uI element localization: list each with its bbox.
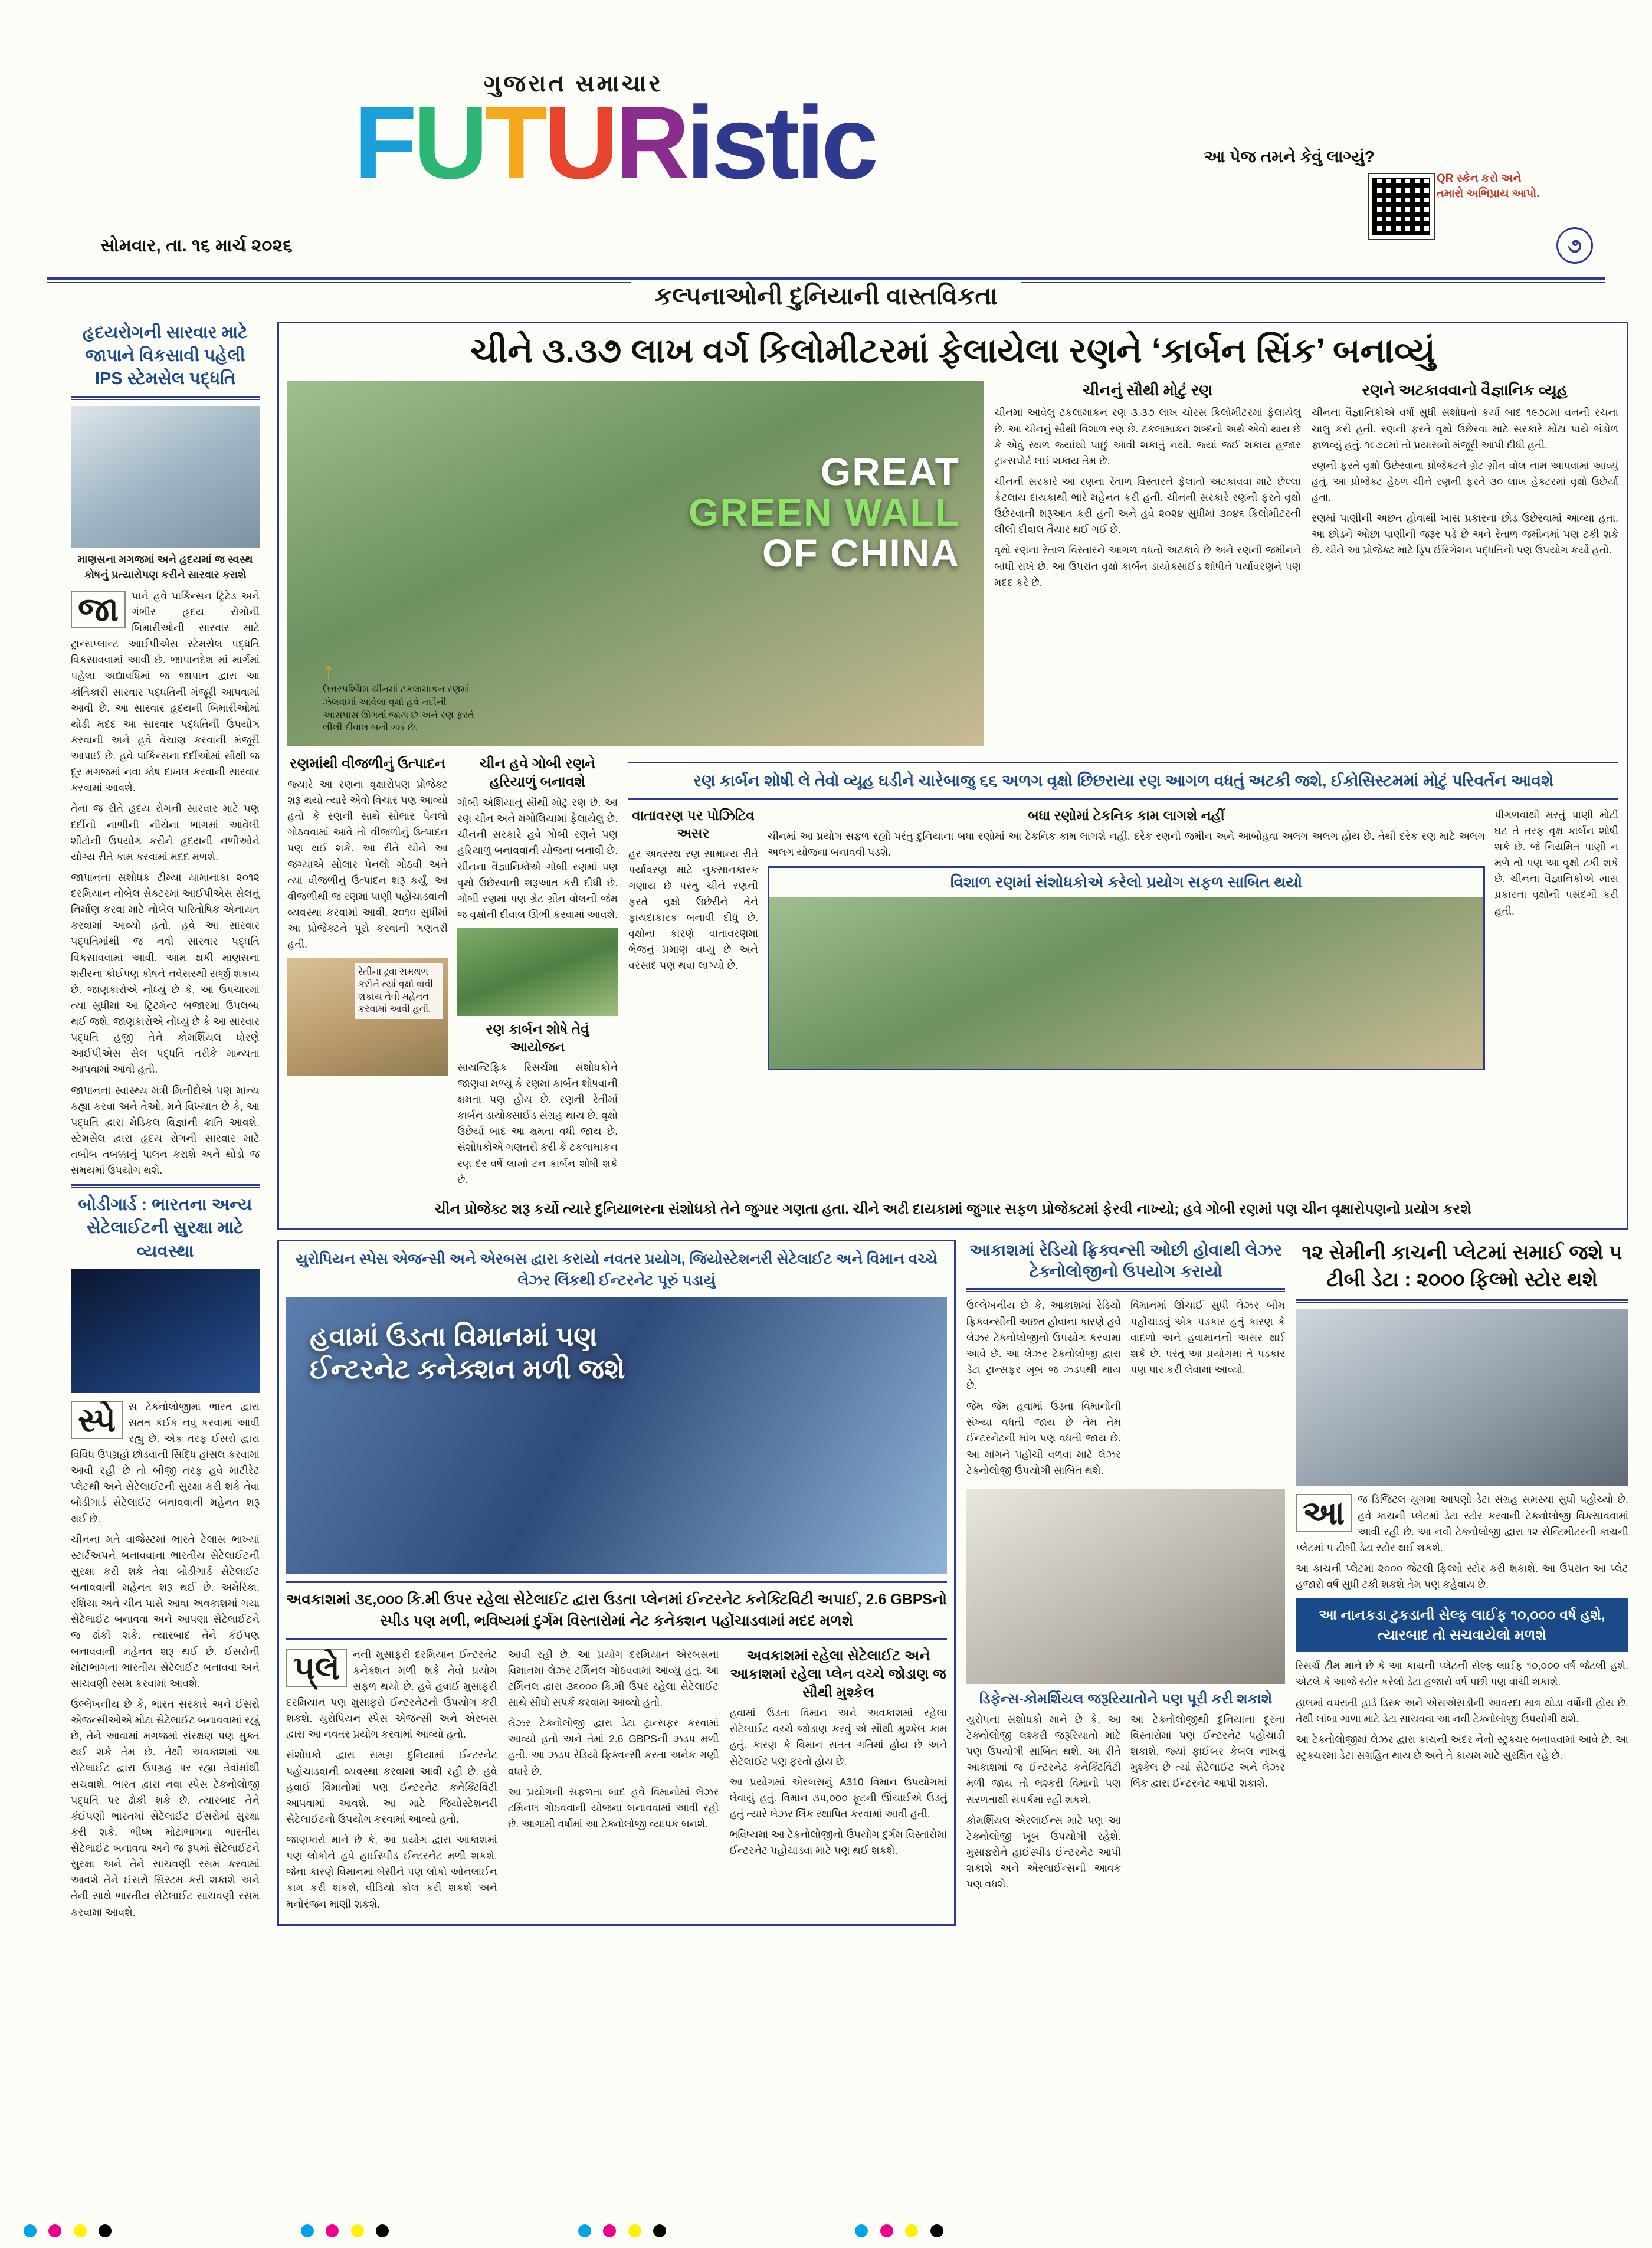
masthead bbox=[24, 0, 1628, 310]
story-3 bbox=[1296, 1240, 1628, 1926]
left-column bbox=[71, 322, 260, 1925]
lead-col1-body: હર અવરસ્થ રણ સામાન્ય રીતે પર્યાવરણ માટે નુકસાનકારક ગણાય છે પરંતુ ચીને રણની ફરતે વૃક્ષો ઉછેરીને તેને ફાયદાકારક બનાવી દીધું છે. વૃક્ષોના કારણે વાતાવરણમાં ભેજનું પ્રમાણ વધ્યું છે અને વરસાદ પણ થવા લાગ્યો છે. bbox=[628, 847, 758, 972]
lead-right-body: પીગળવાથી મરતું પાણી મોટી ઘટ તે તરફ વૃક્ષ કાર્બન શોષી શકે છે. જે નિયમિત પાણી ન મળે તો પણ આ વૃક્ષો ટકી શકે છે. ચીનના વૈજ્ઞાનિકોએ ખાસ પ્રકારના વૃક્ષોની પસંદગી કરી હતી. bbox=[1494, 808, 1618, 917]
research-aerial-photo bbox=[769, 897, 1483, 1069]
story2-sub-body-a: ઉલ્લેખનીય છે કે, આકાશમાં રેડિયો ફ્રિક્વન્સીની અછત હોવાના કારણે હવે લેઝર ટેક્નોલોજીનો ઉપયોગ કરવામાં આવે છે. આ લેઝર ટેક્નોલોજી દ્વારા ડેટા ટ્રાન્સફર ખૂબ જ ઝડપથી થાય છે. જેમ જેમ હવામાં ઉડતા વિમાનોની સંખ્યા વધતી જાય છે તેમ તેમ ઈન્ટરનેટની માંગ પણ વધતી જાય છે. આ માંગને પહોંચી વળવા માટે લેઝર ટેક્નોલોજી ઉપયોગી સાબિત થશે. bbox=[966, 1299, 1121, 1476]
photo-arrow-note: ઉત્તરપશ્ચિમ ચીનમાં ટકલામાકન રણમાં ઝેલવામાં આવેલા વૃક્ષો હવે નદીની આસપાસ ઊગતાં જાય છે અને રણ ફરતે લીલી દીવાલ બની ગઈ છે. bbox=[323, 684, 474, 733]
story2-title-line1: હવામાં ઉડતા વિમાનમાં પણ bbox=[310, 1321, 598, 1352]
masthead-tagline: કલ્પનાઓની દુનિયાની વાસ્તવિકતા bbox=[24, 282, 1628, 311]
lead-col2-head: બધા રણોમાં ટેકનિક કામ લાગશે નહીં bbox=[1028, 807, 1225, 823]
dropcap: જા bbox=[71, 591, 126, 628]
qr-code-icon[interactable] bbox=[1369, 174, 1434, 239]
publication-date: સોમવાર, તા. ૧૬ માર્ચ ૨૦૨૬ bbox=[100, 236, 293, 255]
story2-sub-body-b: વિમાનમાં ઊંચાઈ સુધી લેઝર બીમ પહોંચાડવું એક પડકાર હતું કારણ કે વાદળો અને હવામાનની અસર થઈ શકે છે. પરંતુ આ પ્રયોગમાં તે પડકાર પણ પાર કરી લેવામાં આવ્યો. bbox=[1130, 1299, 1285, 1375]
masthead-logo: FUTURistic bbox=[354, 86, 876, 201]
left-article-body: જા પાને હવે પાર્કિન્સન ટ્રિટેડ અને ગંભીર હૃદય રોગોની બિમારીઓની સારવાર માટે ટ્રાન્સપ્લાન્ટ આઈપીએસ સ્ટેમસેલ પદ્ધતિ વિકસાવવામાં આવી છે. જાપાનદેશ માં માર્ગમાં પહેલા અદ્યાવધિમાં જ જાપાન દ્વારા આ ક્રાંતિકારી સારવાર પદ્ધતિની મંજૂરી આપવામાં આવી છે. આ સારવાર હૃદયની બિમારીઓમાં થોડી મદદ આ સારવાર પદ્ધતિની ઉપયોગ કરવાની અને હવે વેચાણ કરવાની મંજૂરી આપાઈ છે. હવે પાર્કિન્સના દર્દીઓમાં સૌથી જ દૂર મગજમાં નવા કોષ દાખલ કરવાની સારવાર કરવામાં આવશે. તેના જ રીતે હૃદય રોગની સારવાર માટે પણ દર્દીની નાભીની નીચેના ભાગમાં આવેલી શીટોની ઉપયોગ કરીને હૃદયની નળીઓને યોગ્ય રીતે કામ કરવામાં મદદ મળશે. જાપાનના સંશોધક ટીમ્યા યામાનાકા ૨૦૧૨ દરમિયાન નોબેલ સેક્ટરમાં આઈપીએસ સેલનું નિર્માણ કરવા માટે નોબેલ પારિતોષિક એનાયત કરવામાં આવ્યો હતો. હવે આ સારવાર પદ્ધતિમાંથી જ નવી સારવાર પદ્ધતિ વિકસાવવામાં આવી. આમ થકી માણસના શરીરના કોઈપણ કોષને નવેસરથી સર્જી શકાય છે. જાણકારોએ નોંધ્યું છે કે, આ ઉપચારમાં ત્યાં સુધીમાં આ ટ્રિટમેન્ટ બજારમાં ઉપલબ્ધ થઈ જશે. જાણકારોએ નોંધ્યું છે કે આ સારવાર પદ્ધતિ હજી તેને કોમર્શિયલ ધોરણે આઈપીએસ સેલ પદ્ધતિ તરીકે માન્યતા આપવામાં આવી હતી. જાપાનના સ્વાસ્થ્ય મંત્રી મિનીદોએ પણ માન્ય કહ્યા કરવા અને તેઓ, મને વિખ્યાત છે કે, આ પદ્ધતિ દ્વારા મેડિકલ વિજ્ઞાની ક્રાંતિ આવશે. સ્ટેમસેલ દ્વારા હૃદય રોગની સારવાર માટે તબીબ તબક્કાનું પાલન કરાશે અને થોડો જ સમયમાં ઉપયોગ થશે. bbox=[71, 589, 260, 1177]
defense-head: ડિફેન્સ-કોમર્શિયલ જરૂરિયાતોને પણ પૂરી કરી શકાશે bbox=[979, 1690, 1273, 1707]
satellite-photo bbox=[71, 1269, 260, 1393]
story2-body-mid: આવી રહી છે. આ પ્રયોગ દરમિયાન એરબસના વિમાનમાં લેઝર ટર્મિનલ ગોઠવવામાં આવ્યું હતું. આ ટર્મિનલ દ્વારા ૩૬૦૦૦ કિ.મી ઉપર રહેલા સેટેલાઈટ સાથે સીધો સંપર્ક કરવામાં આવ્યો હતો. લેઝર ટેક્નોલોજી દ્વારા ડેટા ટ્રાન્સફર કરવામાં આવ્યો હતો અને તેમાં 2.6 GBPSની ઝડપ મળી હતી. આ ઝડપ રેડિયો ફ્રિક્વન્સી કરતા અનેક ગણી વધારે છે. આ પ્રયોગની સફળતા બાદ હવે વિમાનોમાં લેઝર ટર્મિનલ ગોઠવવાની યોજના બનાવવામાં આવી રહી છે. આગામી વર્ષોમાં આ ટેક્નોલોજી વ્યાપક બનશે. bbox=[507, 1648, 719, 1830]
glass-storage-photo bbox=[1296, 1309, 1628, 1486]
lead-bottom-line: ચીન પ્રોજેક્ટ શરૂ કર્યો ત્યારે દુનિયાભરના સંશોધકો તેને જુગાર ગણતા હતા. ચીને અઢી દાયકામાં જુગાર સફળ પ્રોજેક્ટમાં ફેરવી નાખ્યો; હવે ગોબી રણમાં પણ ચીન વૃક્ષારોપણનો પ્રયોગ કરશે bbox=[434, 1201, 1471, 1217]
dropcap-2: સ્પે bbox=[71, 1401, 123, 1439]
lead-body-b: ચીનના વૈજ્ઞાનિકોએ વર્ષો સુધી સંશોધનો કર્યા બાદ ૧૯૭૮માં વનની રચના ચાલુ કરી હતી. રણની ફરતે વૃક્ષો ઉછેરવા માટે સરકારે મોટા પાયે ભંડોળ ફાળવ્યું હતું. ૧૯૭૮માં તો પ્રયાસનો મંજૂરી આપી દીધી હતી. રણની ફરતે વૃક્ષો ઉછેરવાના પ્રોજેક્ટને ગ્રેટ ગ્રીન વોલ નામ આપવામાં આવ્યું હતું. આ પ્રોજેક્ટ હેઠળ ચીને રણની ફરતે ૩૦ લાખ હેક્ટરમાં વૃક્ષો ઉછેર્યા હતા. રણમાં પાણીની અછત હોવાથી ખાસ પ્રકારના છોડ ઉછેરવામાં આવ્યા હતા. આ છોડને ઓછા પાણીની જરૂર પડે છે અને રેતાળ જમીનમાં પણ ટકી શકે છે. ચીને આ પ્રોજેક્ટ માટે ડ્રિપ ઈરિગેશન પદ્ધતિનો પણ ઉપયોગ કર્યો હતો. bbox=[1312, 407, 1618, 556]
lead-sub1-body: જ્યારે આ રણના વૃક્ષારોપણ પ્રોજેક્ટ શરૂ થયો ત્યારે એવો વિચાર પણ આવ્યો હતો કે રણની સાથે સોલાર પેનલો ગોઠવવામાં આવે તો વીજળીનું ઉત્પાદન પણ થઈ શકે. આ રીતે ચીને આ જગ્યાએ સોલાર પેનલો ગોઠવી અને ત્યાં વીજળીનું ઉત્પાદન શરૂ કર્યું. આ વીજળીથી જ રણમાં પાણી પહોંચાડવાની વ્યવસ્થા કરવામાં આવી. ૨૦૧૦ સુધીમાં આ પ્રોજેક્ટને પૂરો કરવાની ગણતરી હતી. bbox=[287, 778, 448, 951]
story3-dropcap: આ bbox=[1296, 1494, 1352, 1532]
story3-body: આ જ ડિજિટલ યુગમાં આપણો ડેટા સંગ્રહ સમસ્યા સુધી પહોંચ્યો છે. હવે કાચની પ્લેટમાં ડેટા સ્ટોર કરવાની ટેક્નોલોજી વિકસાવવામાં આવી રહી છે. આ નવી ટેક્નોલોજી દ્વારા ૧૨ સેન્ટિમીટરની કાચની પ્લેટમાં ૫ ટીબી ડેટા સ્ટોર થઈ શકશે. આ કાચની પ્લેટમાં ૨૦૦૦ જેટલી ફિલ્મો સ્ટોર કરી શકાશે. આ ઉપરાંત આ પ્લેટ હજારો વર્ષ સુધી ટકી શકશે તેમ પણ કહેવાય છે. bbox=[1296, 1493, 1628, 1591]
page-content bbox=[24, 322, 1628, 2207]
lead-mid-head: રણ કાર્બન શોષે તેવું આયોજન bbox=[486, 1021, 589, 1054]
cabin-photo bbox=[966, 1489, 1285, 1684]
dunes-caption: રેતીના ઢૂવા સમથળ કરીને ત્યાં વૃક્ષો વાવી શકાય તેવી મહેનત કરવામાં આવી હતી. bbox=[355, 963, 443, 1019]
lead-sub1-head: રણમાંથી વીજળીનું ઉત્પાદન bbox=[290, 755, 445, 772]
desert-dunes-photo bbox=[287, 958, 448, 1076]
story2-body-left: ૫્લે નની મુસાફરી દરમિયાન ઈન્ટરનેટ કનેક્શન મળી શકે તેવો પ્રયોગ સફળ થયો છે. હવે હવાઈ મુસાફરી દરમિયાન પણ મુસાફરો ઈન્ટરનેટનો ઉપયોગ કરી શકશે. યુરોપિયન સ્પેસ એજન્સી અને એરબસ દ્વારા આ નવતર પ્રયોગ કરવામાં આવ્યો હતો. સંશોધકો દ્વારા સમગ્ર દુનિયામાં ઈન્ટરનેટ પહોંચાડવાની વ્યવસ્થા કરવામાં આવી રહી છે. હવે હવાઈ વિમાનોમાં પણ ઈન્ટરનેટ કનેક્ટિવિટી આપવામાં આવશે. આ માટે જિયોસ્ટેશનરી સેટેલાઈટનો ઉપયોગ કરવામાં આવ્યો હતો. જાણકારો માને છે કે, આ પ્રયોગ દ્વારા આકાશમાં પણ લોકોને હવે હાઈસ્પીડ ઈન્ટરનેટ મળી શકશે. જેના કારણે વિમાનમાં બેસીને પણ લોકો ઓનલાઈન કામ કરી શકશે, વીડિયો કોલ કરી શકશે અને મનોરંજન માણી શકશે. bbox=[286, 1648, 497, 1910]
story-2-side bbox=[966, 1240, 1285, 1926]
story3-box-body: રિસર્ચ ટીમ માને છે કે આ કાચની પ્લેટની સેલ્ફ લાઈફ ૧૦,૦૦૦ વર્ષ જેટલી હશે. એટલે કે આજે સ્ટોર કરેલો ડેટા હજારો વર્ષ પછી પણ વાંચી શકાશે. હાલમાં વપરાતી હાર્ડ ડિસ્ક અને એસએસડીની આવરદા માત્ર થોડા વર્ષોની હોય છે. તેથી લાંબા ગાળા માટે ડેટા સાચવવા આ નવી ટેક્નોલોજી ઉપયોગી થશે. આ ટેક્નોલોજીમાં લેઝર દ્વારા કાચની અંદર નેનો સ્ટ્રક્ચર બનાવવામાં આવે છે. આ સ્ટ્રક્ચરમાં ડેટા સંગ્રહિત થાય છે અને તે કાયમ માટે સુરક્ષિત રહે છે. bbox=[1296, 1660, 1628, 1761]
story2-summary: અવકાશમાં ૩૬,૦૦૦ કિ.મી ઉપર રહેલા સેટેલાઈટ દ્વારા ઉડતા પ્લેનમાં ઈન્ટરનેટ કનેક્ટિવિટી અપાઈ, 2.6 GBPSનો સ્પીડ પણ મળી, ભવિષ્યમાં દુર્ગમ વિસ્તારોમાં નેટ કનેક્શન પહોંચાડવામાં મદદ મળશે bbox=[286, 1591, 947, 1630]
plane-laser-photo bbox=[286, 1297, 947, 1574]
left-headline: હૃદયરોગની સારવાર માટે જાપાને વિકસાવી પહેલી IPS સ્ટેમસેલ પદ્ધતિ bbox=[82, 323, 248, 389]
story-2 bbox=[277, 1240, 956, 1926]
lead-col2-body: ચીનમાં આ પ્રયોગ સફળ રહ્યો પરંતુ દુનિયાના બધા રણોમાં આ ટેકનિક કામ લાગશે નહીં. દરેક રણની જમીન અને આબોહવા અલગ અલગ હોય છે. તેથી દરેક રણ માટે અલગ અલગ યોજના બનાવવી પડશે. bbox=[768, 830, 1485, 858]
lead-body-a: ચીનમાં આવેલું ટકલામાકન રણ ૩.૩૭ લાખ ચોરસ કિલોમીટરમાં ફેલાયેલું છે. આ ચીનનું સૌથી વિશાળ રણ છે. ટકલામાકન શબ્દનો અર્થ એવો થાય છે કે એવું સ્થળ જ્યાંથી પાછું આવી શકાતું નથી. જ્યાં જઈ શકાય હજાર ટ્રાન્સપોર્ટ લઈ શકાય તેમ છે. ચીનની સરકારે આ રણના રેતાળ વિસ્તારને ફેલાતો અટકાવવા માટે છેલ્લા કેટલાય દાયકાથી ભારે મહેનત કરી હતી. ચીનની સરકારે રણની ફરતે વૃક્ષો ઉછેરવાની શરૂઆત કરી હતી અને હવે ૨૦૨૪ સુધીમાં ૩૦૪૬ કિલોમીટરની લીલી દીવાલ તૈયાર થઈ ગઈ છે. વૃક્ષો રણના રેતાળ વિસ્તારને આગળ વધતો અટકાવે છે અને રણની જમીનને બાંધી રાખે છે. આ ઉપરાંત વૃક્ષો કાર્બન ડાયોક્સાઈડ શોષીને પર્યાવરણને પણ મદદ કરે છે. bbox=[994, 407, 1301, 588]
story2-small-head: અવકાશમાં રહેલા સેટેલાઈટ અને આકાશમાં રહેલા પ્લેન વચ્ચે જોડાણ જ સૌથી મુશ્કેલ bbox=[730, 1647, 946, 1701]
story2-kicker: યુરોપિયન સ્પેસ એજન્સી અને એરબસ દ્વારા કરાયો નવતર પ્રયોગ, જિયોસ્ટેશનરી સેટેલાઈટ અને વિમાન વચ્ચે લેઝર લિંકથી ઈન્ટરનેટ પૂરું પડાયું bbox=[296, 1250, 938, 1289]
left-photo-caption: માણસના મગજમાં અને હૃદયમાં જ સ્વસ્થ કોષનું પ્રત્યારોપણ કરીને સારવાર કરાશે bbox=[77, 553, 253, 581]
lab-photo bbox=[71, 406, 260, 548]
story2-subhead: આકાશમાં રેડિયો ફ્રિક્વન્સી ઓછી હોવાથી લેઝર ટેક્નોલોજીનો ઉપયોગ કરાયો bbox=[969, 1240, 1282, 1281]
great-green-wall-photo: GREAT GREEN WALL OF CHINA ↑ ઉત્તરપશ્ચિમ ચીનમાં ટકલામાકન રણમાં ઝેલવામાં આવેલા વૃક્ષો હવે નદીની આસપાસ ઊગતાં જાય છે અને રણ ફરતે લીલી દીવાલ બની ગઈ છે. bbox=[287, 381, 984, 746]
page-number: ૭ bbox=[1556, 227, 1593, 264]
divider bbox=[71, 396, 260, 400]
story2-small-body: હવામાં ઉડતા વિમાન અને અવકાશમાં રહેલા સેટેલાઈટ વચ્ચે જોડાણ કરવું એ સૌથી મુશ્કેલ કામ હતું. કારણ કે વિમાન સતત ગતિમાં હોય છે અને સેટેલાઈટ પણ ફરતો હોય છે. આ પ્રયોગમાં એરબસનું A310 વિમાન ઉપયોગમાં લેવાયું હતું. વિમાન ૩૫,૦૦૦ ફૂટની ઊંચાઈએ ઉડતું હતું ત્યારે લેઝર લિંક સ્થાપિત કરવામાં આવી હતી. ભવિષ્યમાં આ ટેક્નોલોજીનો ઉપયોગ દુર્ગમ વિસ્તારોમાં ઈન્ટરનેટ પહોંચાડવા માટે પણ થઈ શકશે. bbox=[729, 1707, 947, 1857]
story3-box-head: આ નાનકડા ટુકડાની સેલ્ફ લાઈફ ૧૦,૦૦૦ વર્ષ હશે, ત્યારબાદ તો સચવાયેલો મળશે bbox=[1319, 1607, 1605, 1643]
photo-overlay-title: GREAT GREEN WALL OF CHINA bbox=[689, 449, 960, 575]
lead-story bbox=[277, 322, 1628, 1230]
divider-3 bbox=[966, 1288, 1285, 1292]
lead-photo-head: વિશાળ રણમાં સંશોધકોએ કરેલો પ્રયોગ સફળ સાબિત થયો bbox=[950, 873, 1303, 891]
qr-question: આ પેજ તમને કેવું લાગ્યું? bbox=[1204, 148, 1375, 166]
lead-col1-head: વાતાવરણ પર પોઝિટિવ અસર bbox=[632, 807, 755, 841]
defense-body-a: યુરોપના સંશોધકો માને છે કે, આ ટેક્નોલોજી લશ્કરી જરૂરિયાતો માટે પણ ઉપયોગી સાબિત થશે. આ રીતે આકાશમાં જ ઈન્ટરનેટ કનેક્ટિવિટી મળી જાય તો લશ્કરી વિમાનો પણ સરળતાથી સંપર્કમાં રહી શકશે. કોમર્શિયલ એરલાઈન્સ માટે પણ આ ટેક્નોલોજી ખૂબ ઉપયોગી રહેશે. મુસાફરોને હાઈસ્પીડ ઈન્ટરનેટ આપી શકાશે અને એરલાઈન્સની આવક પણ વધશે. bbox=[966, 1713, 1121, 1890]
lead-subhead-a: ચીનનું સૌથી મોટું રણ bbox=[1083, 381, 1212, 399]
left-headline-2: બોડીગાર્ડ : ભારતના અન્ય સેટેલાઈટની સુરક્ષા માટે વ્યવસ્થા bbox=[78, 1195, 253, 1261]
masthead-kicker: ગુજરાત સમાચાર bbox=[484, 71, 664, 97]
lead-headline: ચીને ૩.૩૭ લાખ વર્ગ કિલોમીટરમાં ફેલાયેલા રણને ‘કાર્બન સિંક’ બનાવ્યું bbox=[470, 332, 1435, 370]
divider-4 bbox=[1296, 1299, 1628, 1303]
story2-title-line2: ઈન્ટરનેટ કનેક્શન મળી જશે bbox=[310, 1354, 625, 1385]
divider-2 bbox=[71, 1184, 260, 1188]
lead-sub2-head: ચીન હવે ગોબી રણને હરિયાળું બનાવશે bbox=[479, 755, 596, 790]
lead-band: રણ કાર્બન શોષી લે તેવો વ્યૂહ ઘડીને ચારેબાજુ ૬૬ અળગ વૃક્ષો છિછરાયા રણ આગળ વધતું અટકી જશે, ઈકોસિસ્ટમમાં મોટું પરિવર્તન આવશે bbox=[628, 762, 1618, 800]
story2-dropcap: ૫્લે bbox=[286, 1649, 347, 1687]
main-area bbox=[277, 322, 1628, 1926]
left-article-body-2: સ્પે સ ટેક્નોલોજીમાં ભારત દ્વારા સતત કંઈક નવું કરવામાં આવી રહ્યું છે. એક તરફ ઈસરો દ્વારા વિવિધ ઉપગ્રહો છોડવાની સિદ્ધિ હાંસલ કરવામાં આવી રહી છે તો બીજી તરફ હવે માટીરેટ પ્લેટથી અને સેટેલાઈટની સુરક્ષા કરી શકે તેવા બોડીગાર્ડ સેટેલાઈટ બનાવવાની મહેનત શરૂ થઈ છે. ચીનના મતે વાજેસ્ટમાં ભારતે ટેલાસ ભાખ્યાં સ્ટાર્ટઅપને બનાવવાના ભારતીય સેટેલાઈટની સુરક્ષા કરી શકે તેવા બોડીગાર્ડ સેટેલાઈટ બનાવવાની મહેનત શરૂ થઈ છે. અમેરિકા, રશિયા અને ચીન પાસે આવા અવકાશમાં ગયા સેટેલાઈટ બનાવવા અને આપણા સેટેલાઈટને જ ઢાંકી શકે. ત્યારબાદ તેને કંઈપણ બનાવવાની મહેનત શરૂ થઈ છે. ઈસરોની મોટાભાગના ભારતીય સેટેલાઈટ બનાવવા અને સાચવણી રસમ કરવામાં આવશે. ઉલ્લેખનીય છે કે, ભારત સરકારે અને ઈસરો એજન્સીઓએ મોટા સેટેલાઈટ બનાવવામાં રહ્યું છે, તેને આવામાં મગજમાં સંરક્ષણ પણ મુક્ત થઈ શકે તેમ છે. તેથી અવકાશમાં આ સેટેલાઈટ દ્વારા ઉપગ્રહ પર રહ્યા તેવાંમાંથી સચવાશે. ભારત દ્વારા નવા સ્પેસ ટેકનોલોજી પદ્ધતિ પર ઢોકી શકે છે. ત્યારબાદ તેને કંઈપણી ભારતમાં સેટેલાઈટ ઈસરોમાં સુરક્ષા કરી શકે. ભીષ્મ મોટાભાગના ભારતીય સેટેલાઈટ બનાવવા અને જ રૂપમાં સેટેલાઈટને સુરક્ષા અને તેને સાચવણી રસમ કરવામાં આવશે તેને ઈસરો સિસ્ટમ કરી શકાશે અને તેની સાથે ભારતીય સેટેલાઈટ સાચવણી રસમ કરવામાં આવશે. bbox=[71, 1400, 260, 1918]
lead-subhead-b: રણને અટકાવવાનો વૈજ્ઞાનિક વ્યૂહ bbox=[1362, 381, 1568, 399]
color-registration-marks bbox=[24, 2224, 1628, 2240]
oasis-photo bbox=[457, 928, 618, 1016]
lead-sub2-body: ગોબી એશિયાનું સૌથી મોટું રણ છે. આ રણ ચીન અને મંગોલિયામાં ફેલાયેલું છે. ચીનની સરકારે હવે ગોબી રણને પણ હરિયાળું બનાવવાની યોજના બનાવી છે. ચીનના વૈજ્ઞાનિકોએ ગોબી રણમાં પણ વૃક્ષો ઉછેરવાની શરૂઆત કરી દીધી છે. ગોબી રણમાં પણ ગ્રેટ ગ્રીન વોલની જેમ જ વૃક્ષોની દીવાલ ઊભી કરવામાં આવશે. bbox=[457, 797, 618, 920]
lead-mid-body: સાયન્ટિફિક રિસર્ચમાં સંશોધકોને જાણવા મળ્યું કે રણમાં કાર્બન શોષવાની ક્ષમતા પણ હોય છે. રણની રેતીમાં કાર્બન ડાયોક્સાઈડ સંગ્રહ થાય છે. વૃક્ષો ઉછેર્યા બાદ આ ક્ષમતા વધી જાય છે. સંશોધકોએ ગણતરી કરી કે ટકલામાકન રણ દર વર્ષે લાખો ટન કાર્બન શોષી શકે છે. bbox=[457, 1061, 618, 1185]
story3-headline: ૧૨ સેમીની કાચની પ્લેટમાં સમાઈ જશે ૫ ટીબી ડેટા : ૨૦૦૦ ફિલ્મો સ્ટોર થશે bbox=[1302, 1241, 1622, 1291]
story2-summary-band bbox=[286, 1581, 947, 1640]
defense-body-b: આ ટેક્નોલોજીથી દુનિયાના દૂરના વિસ્તારોમાં પણ ઈન્ટરનેટ પહોંચાડી શકાશે. જ્યાં ફાઈબર કેબલ નાખવું મુશ્કેલ છે ત્યાં સેટેલાઈટ અને લેઝર લિંક દ્વારા ઈન્ટરનેટ આપી શકાશે. bbox=[1130, 1713, 1285, 1790]
qr-caption: QR સ્કેન કરો અને તમારો અભિપ્રાય આપો. bbox=[1437, 172, 1540, 200]
